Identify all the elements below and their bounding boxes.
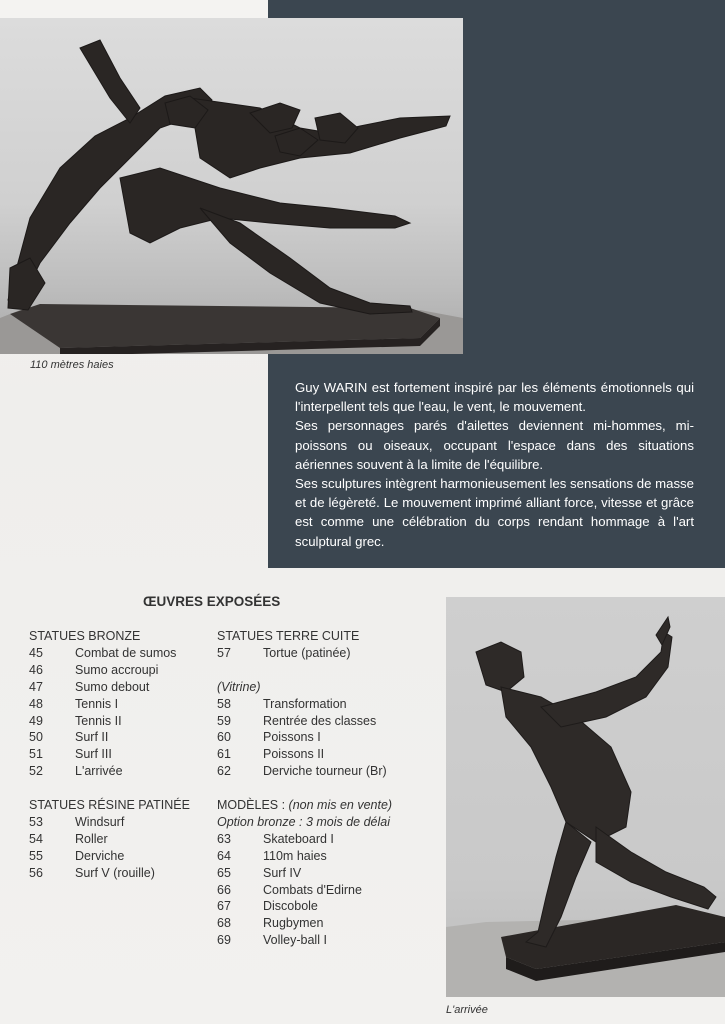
item-number: 57	[217, 645, 231, 660]
item-title: Rentrée des classes	[263, 713, 377, 728]
item-number: 50	[29, 730, 43, 745]
list-item	[217, 882, 392, 899]
item-number: 55	[29, 848, 43, 863]
item-title: Sumo debout	[75, 679, 150, 694]
section-title-resine: STATUES RÉSINE PATINÉE	[29, 798, 190, 813]
section-title-bronze: STATUES BRONZE	[29, 629, 141, 643]
works-heading: ŒUVRES EXPOSÉES	[143, 594, 281, 609]
list-item	[29, 696, 190, 713]
list-item	[29, 763, 190, 780]
list-item	[217, 865, 392, 882]
list-item	[217, 848, 392, 865]
list-item	[217, 713, 392, 730]
item-title: L'arrivée	[75, 764, 123, 779]
item-title: Tennis II	[75, 713, 122, 728]
item-title: Surf II	[75, 730, 109, 745]
item-number: 68	[217, 916, 231, 931]
item-title: Tortue (patinée)	[263, 645, 351, 660]
item-number: 63	[217, 831, 231, 846]
item-number: 62	[217, 764, 231, 779]
item-number: 51	[29, 747, 43, 762]
item-number: 48	[29, 696, 43, 711]
item-title: Transformation	[263, 696, 347, 711]
item-title: Rugbymen	[263, 916, 324, 931]
item-title: Poissons II	[263, 747, 325, 762]
item-title: Derviche tourneur (Br)	[263, 764, 387, 779]
item-title: Discobole	[263, 899, 318, 914]
list-item	[217, 645, 392, 662]
item-number: 66	[217, 882, 231, 897]
item-title: Surf III	[75, 747, 112, 762]
list-item	[217, 729, 392, 746]
item-number: 46	[29, 662, 43, 677]
item-title: 110m haies	[263, 848, 327, 863]
list-item	[217, 746, 392, 763]
list-item	[29, 645, 190, 662]
item-number: 56	[29, 865, 43, 880]
item-number: 65	[217, 865, 231, 880]
list-item	[29, 729, 190, 746]
item-number: 59	[217, 713, 231, 728]
item-title: Windsurf	[75, 814, 125, 829]
item-number: 45	[29, 645, 43, 660]
modeles-note: (non mis en vente)	[288, 798, 393, 813]
list-item	[217, 763, 392, 780]
list-item	[29, 865, 190, 882]
section-title-terre-cuite: STATUES TERRE CUITE	[217, 629, 360, 643]
bio-paragraph: Ses sculptures intègrent harmonieusement les sensations de masse et de légèreté. Le mouvement imprimé alliant force, vitesse et grâce est comme une célébration du corps rendant hommage à l'art sculptural grec.	[295, 476, 694, 549]
item-number: 67	[217, 899, 231, 914]
item-title: Surf V (rouille)	[75, 865, 155, 880]
item-number: 60	[217, 730, 231, 745]
list-item	[29, 831, 190, 848]
top-photo-caption: 110 mètres haies	[30, 359, 114, 371]
list-item	[217, 932, 392, 949]
list-item	[217, 831, 392, 848]
item-number: 54	[29, 831, 43, 846]
item-title: Skateboard I	[263, 831, 334, 846]
item-number: 69	[217, 933, 231, 948]
item-title: Sumo accroupi	[75, 662, 159, 677]
list-item	[217, 898, 392, 915]
item-title: Combat de sumos	[75, 645, 177, 660]
sculpture-photo-l-arrivee	[446, 597, 725, 997]
item-number: 52	[29, 764, 43, 779]
works-list-right	[217, 628, 392, 949]
item-number: 49	[29, 713, 43, 728]
list-item	[217, 696, 392, 713]
right-photo-caption: L'arrivée	[446, 1004, 488, 1016]
item-number: 58	[217, 696, 231, 711]
list-item	[29, 848, 190, 865]
item-number: 61	[217, 747, 231, 762]
list-item	[29, 814, 190, 831]
works-list-left	[29, 628, 190, 882]
item-title: Volley-ball I	[263, 933, 327, 948]
item-title: Surf IV	[263, 865, 302, 880]
sculpture-photo-110m-haies	[0, 18, 463, 354]
bronze-option-note: Option bronze : 3 mois de délai	[217, 814, 391, 829]
section-title-vitrine: (Vitrine)	[217, 679, 261, 694]
item-title: Derviche	[75, 848, 125, 863]
item-number: 53	[29, 814, 43, 829]
modeles-title: MODÈLES :	[217, 798, 289, 813]
list-item	[29, 713, 190, 730]
item-number: 47	[29, 679, 43, 694]
section-title-modeles	[217, 797, 392, 814]
bio-paragraph: Guy WARIN est fortement inspiré par les éléments émotionnels qui l'interpellent tels que l'eau, le vent, le mouvement.	[295, 380, 694, 415]
item-title: Combats d'Edirne	[263, 882, 362, 897]
list-item	[217, 915, 392, 932]
bio-paragraph: Ses personnages parés d'ailettes deviennent mi-hommes, mi-poissons ou oiseaux, occupant l'espace dans des situations aériennes souvent à la limite de l'équilibre.	[295, 418, 694, 472]
list-item	[29, 746, 190, 763]
item-number: 64	[217, 848, 231, 863]
list-item	[29, 679, 190, 696]
item-title: Roller	[75, 831, 108, 846]
list-item	[29, 662, 190, 679]
item-title: Poissons I	[263, 730, 321, 745]
artist-description	[295, 378, 694, 551]
item-title: Tennis I	[75, 696, 119, 711]
